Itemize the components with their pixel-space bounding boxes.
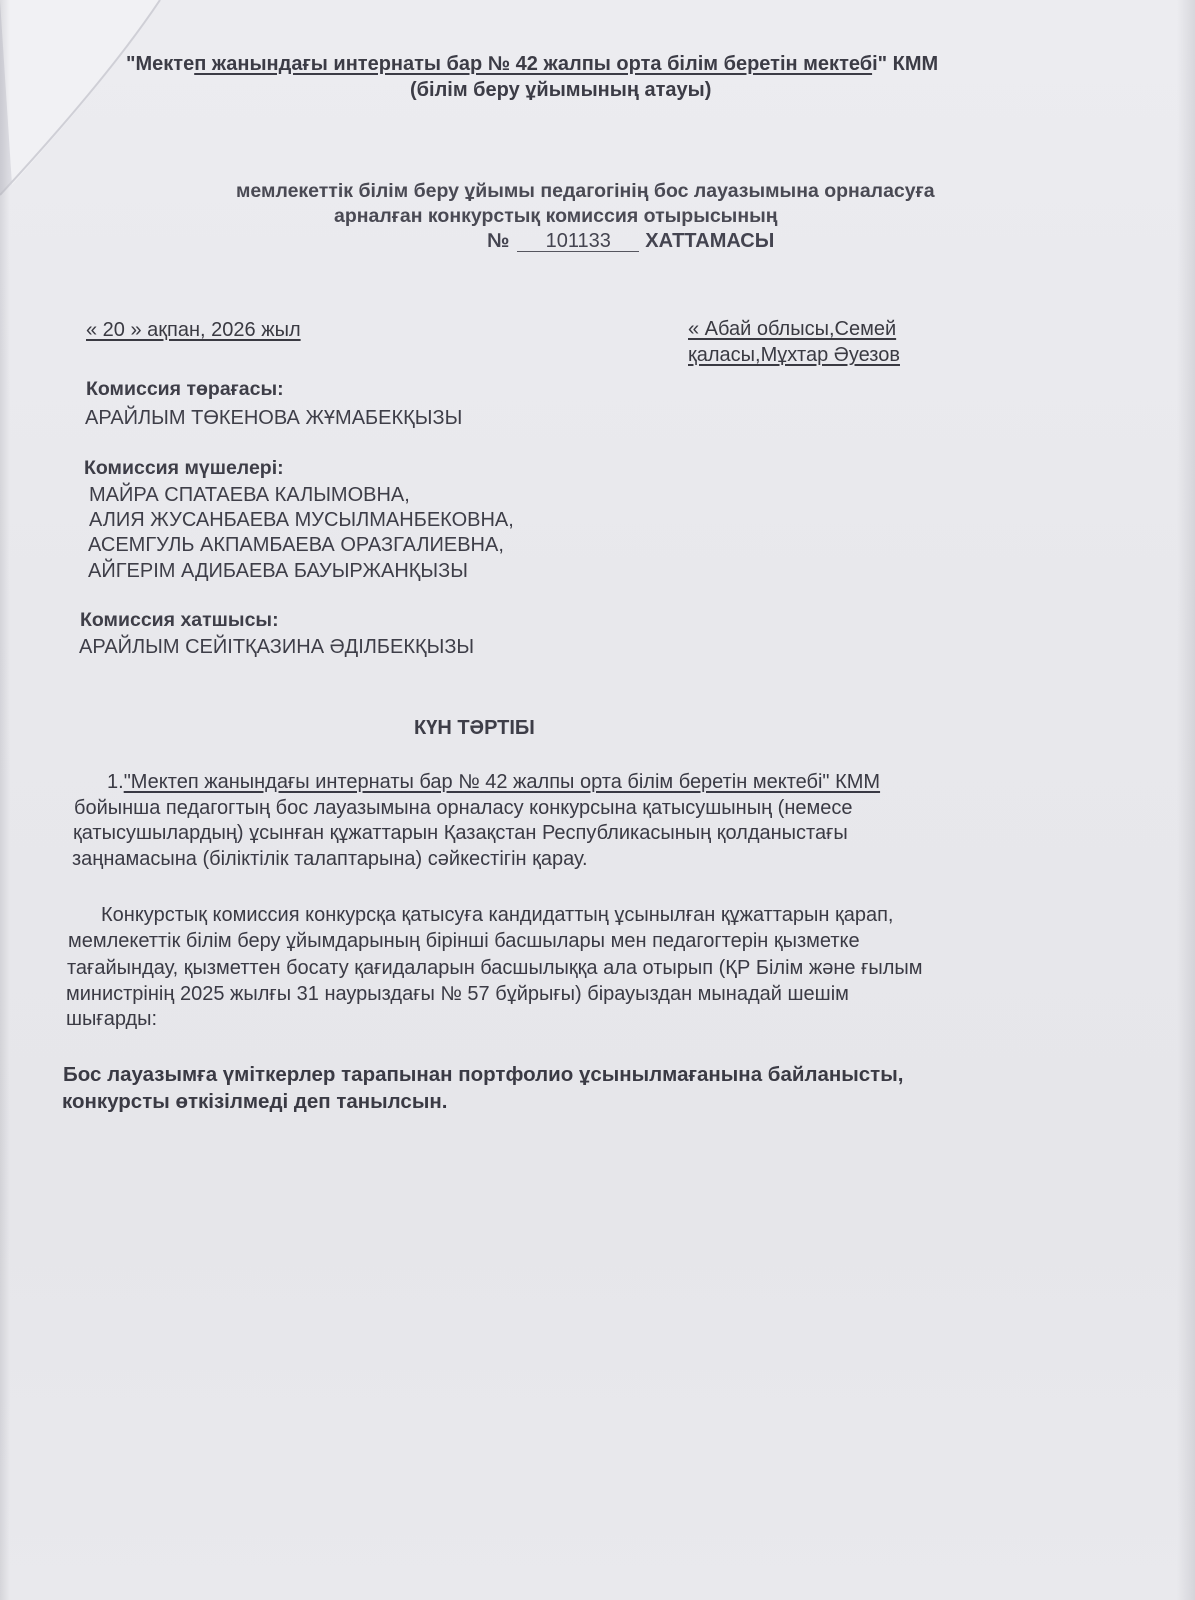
decision-line: Конкурстық комиссия конкурсқа қатысуға кандидаттың ұсынылған құжаттарын қарап,: [101, 904, 894, 926]
page-edge-shadow-left: [0, 0, 10, 1600]
chair-name: АРАЙЛЫМ ТӨКЕНОВА ЖҰМАБЕКҚЫЗЫ: [85, 407, 463, 429]
secretary-label: Комиссия хатшысы:: [80, 609, 279, 631]
protocol-word: ХАТТАМАСЫ: [645, 230, 775, 252]
protocol-title-line-1: мемлекеттік білім беру ұйымы педагогінің бос лауазымына орналасуға: [236, 180, 935, 202]
page-edge-shadow-right: [1177, 0, 1195, 1600]
secretary-name: АРАЙЛЫМ СЕЙІТҚАЗИНА ӘДІЛБЕКҚЫЗЫ: [79, 636, 475, 658]
agenda-item-first-line: 1."Мектеп жанындағы интернаты бар № 42 жалпы орта білім беретін мектебі" КММ: [107, 771, 881, 793]
protocol-place-line-2: қаласы,Мұхтар Әуезов: [688, 344, 900, 366]
member-name: АЛИЯ ЖУСАНБАЕВА МУСЫЛМАНБЕКОВНА,: [89, 509, 514, 531]
decision-line: министрінің 2025 жылғы 31 наурыздағы № 57 бұйрығы) бірауыздан мынадай шешім: [66, 983, 849, 1005]
decision-line: мемлекеттік білім беру ұйымдарының бірінші басшылары мен педагогтерін қызметке: [68, 930, 860, 952]
decision-line: шығарды:: [66, 1008, 158, 1030]
chair-label: Комиссия төрағасы:: [86, 378, 284, 400]
protocol-date: « 20 » ақпан, 2026 жыл: [86, 319, 301, 341]
member-name: МАЙРА СПАТАЕВА КАЛЫМОВНА,: [89, 484, 410, 506]
final-decision-line: конкурсты өткізілмеді деп танылсын.: [62, 1090, 448, 1113]
agenda-item-line: заңнамасына (біліктілік талаптарына) сәйкестігін қарау.: [72, 848, 588, 870]
agenda-item-line: бойынша педагогтың бос лауазымына орналасу конкурсына қатысушының (немесе: [74, 797, 853, 819]
agenda-title: КҮН ТӘРТІБІ: [414, 717, 535, 739]
protocol-number: 101133: [517, 231, 639, 252]
decision-line: тағайындау, қызметтен босату қағидаларын басшылыққа ала отырып (ҚР Білім және ғылым: [67, 957, 923, 979]
member-name: АСЕМГУЛЬ АКПАМБАЕВА ОРАЗГАЛИЕВНА,: [88, 534, 504, 556]
folded-paper-corner: [0, 0, 190, 200]
organization-caption: (білім беру ұйымының атауы): [410, 79, 712, 101]
organization-name: "Мектеп жанындағы интернаты бар № 42 жалпы орта білім беретін мектебі" КММ: [126, 53, 939, 75]
members-label: Комиссия мүшелері:: [84, 457, 284, 479]
protocol-title-line-2: арналған конкурстық комиссия отырысының: [334, 205, 778, 227]
agenda-item-line: қатысушылардың) ұсынған құжаттарын Қазақстан Республикасының қолданыстағы: [73, 822, 848, 844]
member-name: АЙГЕРІМ АДИБАЕВА БАУЫРЖАНҚЫЗЫ: [88, 560, 468, 582]
protocol-place-line-1: « Абай облысы,Семей: [688, 318, 897, 340]
final-decision-line: Бос лауазымға үміткерлер тарапынан портфолио ұсынылмағанына байланысты,: [63, 1063, 904, 1086]
protocol-number-line: № 101133 ХАТТАМАСЫ: [487, 230, 775, 252]
